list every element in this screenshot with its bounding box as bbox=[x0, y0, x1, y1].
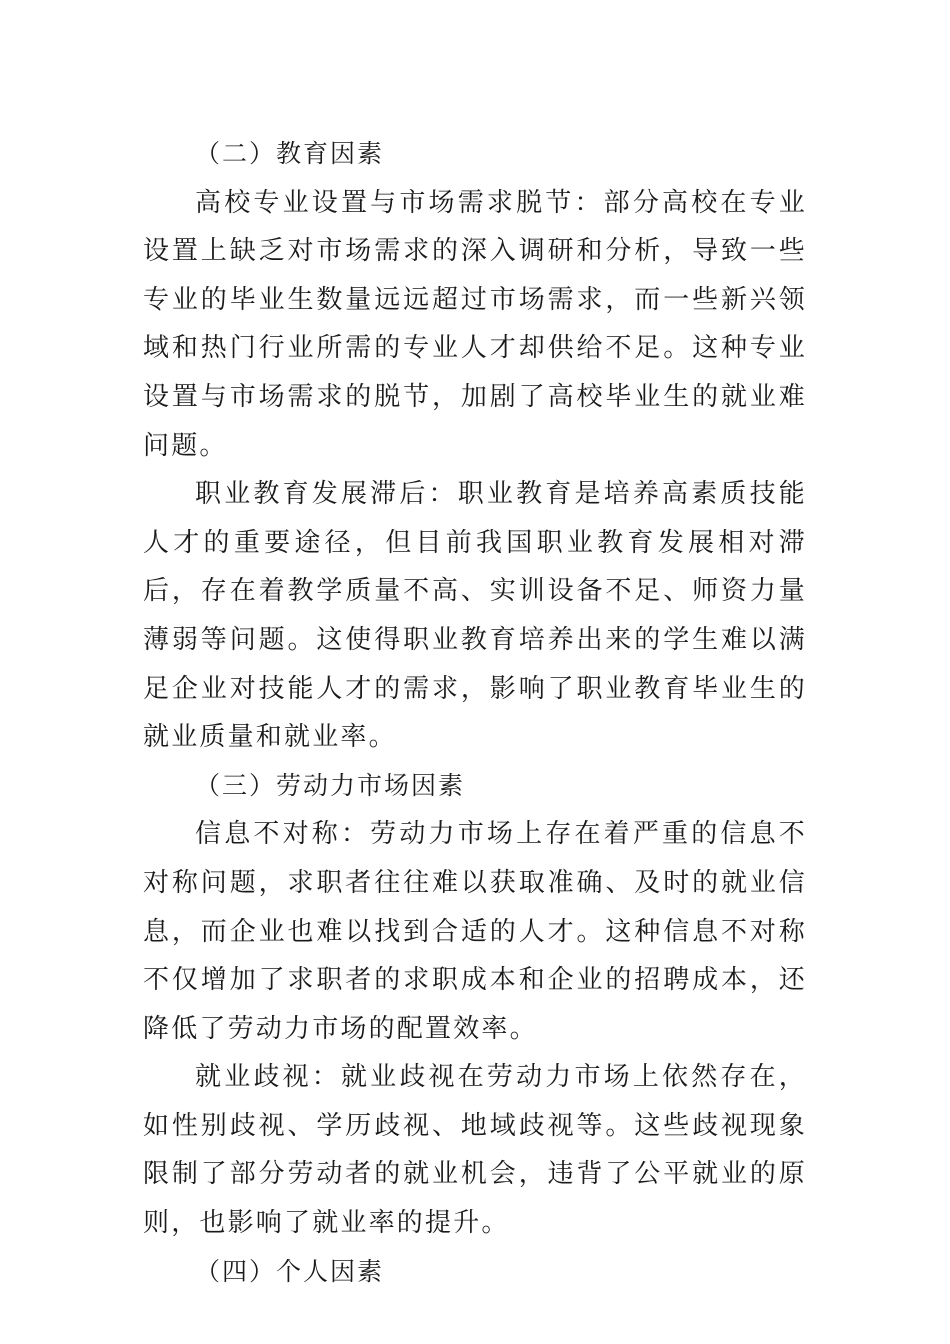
paragraph-information-asymmetry: 信息不对称：劳动力市场上存在着严重的信息不对称问题，求职者往往难以获取准确、及时的就业信息，而企业也难以找到合适的人才。这种信息不对称不仅增加了求职者的求职成本和企业的招聘成本，还降低了劳动力市场的配置效率。 bbox=[143, 819, 807, 1044]
paragraph-employment-discrimination: 就业歧视：就业歧视在劳动力市场上依然存在，如性别歧视、学历歧视、地域歧视等。这些歧视现象限制了部分劳动者的就业机会，违背了公平就业的原则，也影响了就业率的提升。 bbox=[143, 1062, 807, 1239]
paragraph-major-mismatch: 高校专业设置与市场需求脱节：部分高校在专业设置上缺乏对市场需求的深入调研和分析，导致一些专业的毕业生数量远远超过市场需求，而一些新兴领域和热门行业所需的专业人才却供给不足。这种专业设置与市场需求的脱节，加剧了高校毕业生的就业难问题。 bbox=[143, 187, 807, 461]
paragraph-vocational-education: 职业教育发展滞后：职业教育是培养高素质技能人才的重要途径，但目前我国职业教育发展相对滞后，存在着教学质量不高、实训设备不足、师资力量薄弱等问题。这使得职业教育培养出来的学生难以满足企业对技能人才的需求，影响了职业教育毕业生的就业质量和就业率。 bbox=[143, 479, 807, 753]
section-heading-labor-market: （三）劳动力市场因素 bbox=[195, 770, 466, 800]
section-heading-personal: （四）个人因素 bbox=[195, 1256, 385, 1286]
document-body bbox=[143, 130, 807, 1296]
section-heading-education: （二）教育因素 bbox=[195, 139, 385, 168]
